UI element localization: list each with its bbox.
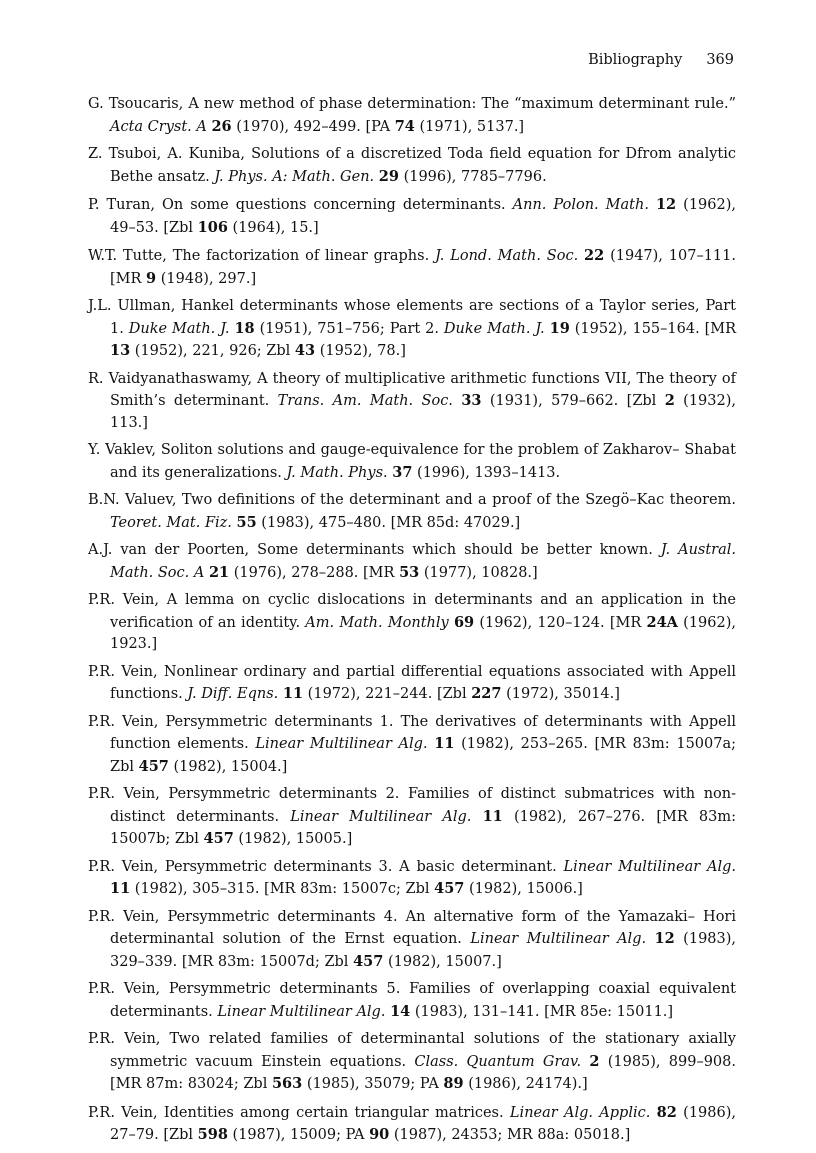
entry-text: A.J. van der Poorten, Some determinants which should be better known.: [88, 542, 661, 558]
entry-text: P.R. Vein, Persymmetric determinants 2. Families of distinct submatrices with non-distinct determinants.: [88, 786, 736, 825]
volume-number: 22: [584, 247, 605, 264]
volume-number: 89: [443, 1075, 464, 1092]
volume-number: 457: [138, 757, 169, 775]
entry-text: G. Tsoucaris, A new method of phase determination: The “maximum determinant rule.”: [88, 96, 736, 112]
bibliography-entry: [88, 857, 736, 901]
entry-text: (1972), 35014.]: [501, 686, 620, 702]
volume-number: 12: [654, 930, 675, 947]
journal-title: Linear Multilinear Alg.: [217, 1003, 386, 1020]
entry-text: (1985), 899–908. [MR 87m: 83024; Zbl: [110, 1053, 736, 1092]
entry-text: (1977), 10828.]: [419, 564, 538, 581]
entry-text: R. Vaidyanathaswamy, A theory of multiplicative arithmetic functions VII, The theory of Smith’s determinant.: [88, 370, 736, 409]
bibliography-entry: [88, 712, 736, 779]
volume-number: 457: [434, 880, 465, 897]
entry-text: (1982), 15006.]: [464, 881, 583, 897]
volume-number: 18: [234, 319, 255, 337]
bibliography-entry: [88, 369, 736, 435]
running-head-title: Bibliography: [588, 52, 683, 68]
bibliography-entry: [88, 245, 736, 290]
volume-number: 9: [146, 269, 157, 287]
entry-text: Z. Tsuboi, A. Kuniba, Solutions of a discretized Toda field equation for Dfrom analytic Bethe ansatz.: [88, 146, 736, 185]
bibliography-entry: [88, 1102, 736, 1147]
entry-text: (1996), 7785–7796.: [398, 168, 547, 185]
entry-text: (1983), 131–141. [MR 85e: 15011.]: [410, 1003, 674, 1020]
entry-text: (1952), 155–164. [MR: [569, 320, 737, 337]
journal-title: Trans. Am. Math. Soc.: [277, 393, 453, 409]
entry-text: (1983), 329–339. [MR 83m: 15007d; Zbl: [110, 931, 737, 970]
entry-text: P.R. Vein, Persymmetric determinants 1. The derivatives of determinants with Appell function elements.: [88, 713, 736, 752]
volume-number: 33: [461, 392, 482, 409]
volume-number: 29: [378, 167, 399, 185]
entry-text: (1982), 253–265. [MR 83m: 15007a; Zbl: [110, 736, 737, 775]
entry-text: (1932), 113.]: [110, 393, 737, 431]
volume-number: 2: [589, 1052, 600, 1070]
entry-text: (1952), 221, 926; Zbl: [130, 343, 295, 359]
bibliography-entry: [88, 979, 736, 1023]
volume-number: 457: [353, 952, 384, 970]
entry-text: J.L. Ullman, Hankel determinants whose elements are sections of a Taylor series, Part 1.: [88, 298, 736, 337]
entry-text: (1987), 15009; PA: [227, 1127, 370, 1143]
entry-text: Y. Vaklev, Soliton solutions and gauge-equivalence for the problem of Zakharov– Shabat and its generalizations.: [88, 442, 736, 481]
entry-text: W.T. Tutte, The factorization of linear graphs.: [88, 248, 436, 264]
bibliography-entry: [88, 144, 736, 188]
volume-number: 11: [434, 735, 455, 752]
volume-number: 90: [369, 1126, 390, 1143]
entry-text: P.R. Vein, Persymmetric determinants 4. An alternative form of the Yamazaki– Hori determinantal solution of the Ernst equation.: [88, 908, 736, 947]
entry-text: (1982), 305–315. [MR 83m: 15007c; Zbl: [130, 881, 435, 897]
journal-title: Class. Quantum Grav.: [414, 1053, 582, 1070]
volume-number: 74: [394, 117, 415, 135]
volume-number: 227: [471, 685, 502, 702]
entry-text: (1986), 24174).]: [463, 1076, 588, 1092]
volume-number: 563: [271, 1075, 303, 1092]
entry-text: [649, 197, 656, 213]
entry-text: (1951), 751–756; Part 2.: [254, 320, 444, 337]
journal-title: J. Diff. Eqns.: [187, 686, 279, 702]
journal-title: J. Phys. A: Math. Gen.: [214, 168, 375, 185]
entry-text: (1962), 120–124. [MR: [474, 614, 647, 631]
volume-number: 37: [392, 463, 413, 481]
bibliography-entry: [88, 490, 736, 534]
volume-number: 43: [294, 342, 316, 359]
entry-text: (1964), 15.]: [227, 219, 319, 236]
volume-number: 11: [482, 807, 503, 825]
entry-text: P.R. Vein, Nonlinear ordinary and partial differential equations associated with Appell functions.: [88, 663, 736, 702]
entry-text: [471, 809, 482, 825]
volume-number: 69: [453, 613, 475, 631]
entry-text: (1976), 278–288. [MR: [229, 564, 400, 581]
entry-text: (1982), 267–276. [MR 83m: 15007b; Zbl: [110, 808, 737, 847]
entry-text: (1986), 27–79. [Zbl: [110, 1104, 736, 1143]
volume-number: 106: [197, 218, 228, 236]
entry-text: P.R. Vein, Persymmetric determinants 3. A basic determinant.: [88, 858, 564, 875]
bibliography-entry: [88, 784, 736, 851]
volume-number: 11: [282, 685, 304, 702]
journal-title: Linear Alg. Applic.: [509, 1104, 651, 1121]
journal-title: Linear Multilinear Alg.: [470, 931, 647, 947]
volume-number: 53: [399, 563, 420, 581]
bibliography-entry: [88, 540, 736, 584]
bibliography-entry: [88, 662, 736, 706]
entry-text: (1962), 49–53. [Zbl: [110, 197, 737, 236]
journal-title: Duke Math. J.: [128, 320, 230, 337]
entry-text: (1962), 1923.]: [110, 614, 736, 652]
journal-title: Am. Math. Monthly: [305, 614, 449, 631]
entry-text: (1982), 15004.]: [168, 758, 288, 775]
entry-text: (1970), 492–499. [PA: [231, 118, 395, 135]
journal-title: J. Lond. Math. Soc.: [435, 248, 579, 264]
bibliography-entry: [88, 194, 736, 239]
volume-number: 21: [208, 563, 230, 581]
volume-number: 19: [549, 319, 570, 337]
entry-text: (1931), 579–662. [Zbl: [481, 393, 665, 409]
entry-text: (1972), 221–244. [Zbl: [303, 686, 472, 702]
page-number: 369: [706, 52, 734, 68]
journal-title: J. Math. Phys.: [286, 464, 388, 481]
entry-text: P.R. Vein, Persymmetric determinants 5. Families of overlapping coaxial equivalent determinants.: [88, 981, 736, 1020]
entry-text: (1971), 5137.]: [414, 118, 525, 135]
entry-text: (1947), 107–111. [MR: [110, 248, 736, 287]
journal-title: Duke Math. J.: [443, 320, 545, 337]
volume-number: 55: [236, 513, 257, 531]
entry-text: B.N. Valuev, Two definitions of the determinant and a proof of the Szegö–Kac theorem.: [88, 492, 736, 508]
volume-number: 14: [390, 1002, 411, 1020]
journal-title: Linear Multilinear Alg.: [290, 808, 472, 825]
entry-text: P. Turan, On some questions concerning determinants.: [88, 197, 513, 213]
journal-title: Ann. Polon. Math.: [512, 197, 649, 213]
entry-text: (1996), 1393–1413.: [412, 464, 561, 481]
journal-title: J. Austral. Math. Soc. A: [110, 542, 736, 581]
entry-text: P.R. Vein, Identities among certain triangular matrices.: [88, 1104, 510, 1121]
volume-number: 11: [110, 880, 131, 897]
entry-text: (1983), 475–480. [MR 85d: 47029.]: [256, 514, 521, 531]
volume-number: 598: [197, 1126, 228, 1143]
entry-text: (1985), 35079; PA: [302, 1076, 444, 1092]
volume-number: 24A: [646, 613, 678, 631]
journal-title: Linear Multilinear Alg.: [255, 736, 428, 752]
volume-number: 12: [655, 196, 677, 213]
bibliography-entry: [88, 296, 736, 363]
journal-title: Linear Multilinear Alg.: [563, 858, 736, 875]
volume-number: 26: [211, 117, 232, 135]
bibliography-entry: [88, 1029, 736, 1096]
bibliography-entry: [88, 590, 736, 656]
volume-number: 82: [656, 1103, 677, 1121]
entry-text: (1982), 15005.]: [233, 831, 353, 847]
bibliography-entry: [88, 440, 736, 484]
bibliography-list: [88, 94, 736, 1153]
entry-text: P.R. Vein, A lemma on cyclic dislocations in determinants and an application in the verification of an identity.: [88, 592, 736, 631]
entry-text: (1987), 24353; MR 88a: 05018.]: [389, 1127, 631, 1143]
entry-text: (1952), 78.]: [315, 343, 406, 359]
journal-title: Teoret. Mat. Fiz.: [110, 514, 232, 531]
running-head: [88, 50, 734, 70]
volume-number: 2: [664, 392, 675, 409]
bibliography-entry: [88, 907, 736, 974]
entry-text: (1948), 297.]: [156, 270, 257, 287]
volume-number: 457: [203, 830, 234, 847]
journal-title: Acta Cryst. A: [110, 118, 207, 135]
entry-text: (1982), 15007.]: [383, 953, 502, 970]
entry-text: [646, 931, 654, 947]
entry-text: P.R. Vein, Two related families of determinantal solutions of the stationary axially symmetric vacuum Einstein equations.: [88, 1031, 736, 1070]
volume-number: 13: [110, 342, 131, 359]
bibliography-entry: [88, 94, 736, 138]
